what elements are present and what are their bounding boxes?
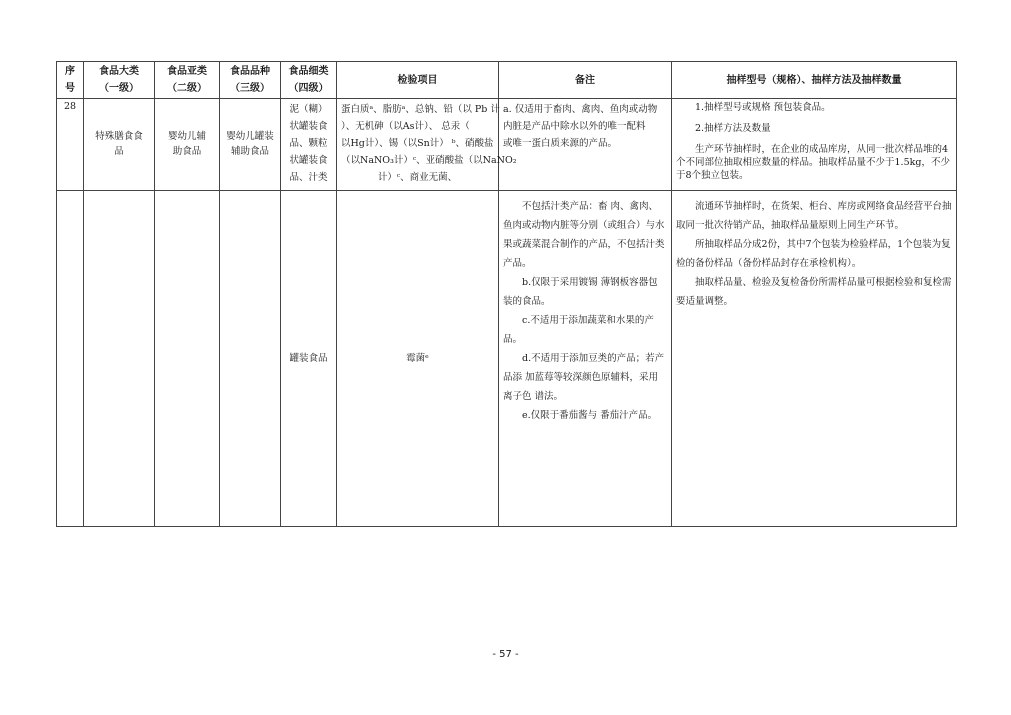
row-inspection-items: 霉菌ᵉ (337, 191, 499, 527)
row-subcategory: 婴幼儿辅 助食品 (155, 99, 220, 191)
header-category: 食品大类 （一级） (84, 62, 155, 99)
row-subvariety: 泥（糊） 状罐装食 品、颗粒 状罐装食 品、汁类 (281, 99, 337, 191)
header-sampling: 抽样型号（规格）、抽样方法及抽样数量 (672, 62, 957, 99)
row-sampling: 1.抽样型号或规格 预包装食品。 2.抽样方法及数量 生产环节抽样时，在企业的成品库房，从同一批次样品堆的4个不同部位抽取相应数量的样品。抽取样品量不少于1.5kg，不少于8个独立包装。 (672, 99, 957, 191)
row-category: 特殊膳食食 品 (84, 99, 155, 191)
row-notes: 不包括汁类产品：畜 肉、禽肉、鱼肉或动物内脏等分别（或组合）与水果或蔬菜混合制作的产品，不包括汁类产品。 b.仅限于采用镀锡 薄钢板容器包装的食品。 c.不适用于添加蔬菜和水果的产品。 d.不适用于添加豆类的产品；若产品添 加蓝莓等较深颜色原辅料，采用离子色 谱法。 e.仅限于番茄酱与 番茄汁产品。 (499, 191, 672, 527)
row-notes: a. 仅适用于畜肉、禽肉、鱼肉或动物 内脏是产品中除水以外的唯一配料 或唯一蛋白质来源的产品。 (499, 99, 672, 191)
row-sampling: 流通环节抽样时，在货架、柜台、库房或网络食品经营平台抽取同一批次待销产品，抽取样品量原则上同生产环节。 所抽取样品分成2份，其中7个包装为检验样品，1个包装为复检的备份样品（备份样品封存在承检机构）。 抽取样品量、检验及复检备份所需样品量可根据检验和复检需要适量调整。 (672, 191, 957, 527)
header-subcategory: 食品亚类 （二级） (155, 62, 220, 99)
row-seq (57, 191, 84, 527)
page-number: - 57 - (492, 649, 519, 660)
header-inspection-items: 检验项目 (337, 62, 499, 99)
table-row (57, 99, 957, 191)
row-variety: 婴幼儿罐装 辅助食品 (220, 99, 281, 191)
header-subvariety: 食品细类 （四级） (281, 62, 337, 99)
header-variety: 食品品种 （三级） (220, 62, 281, 99)
header-row (57, 62, 957, 99)
sampling-spec-table (56, 61, 957, 527)
row-subcategory (155, 191, 220, 527)
row-category (84, 191, 155, 527)
row-variety (220, 191, 281, 527)
row-seq: 28 (57, 99, 84, 191)
table-row (57, 191, 957, 527)
row-inspection-items: 蛋白质ᵃ、脂肪ᵃ、总钠、铅（以 Pb 计 ）、无机砷（以As计）、 总汞（ 以Hg计）、锡（以Sn计） ᵇ、硝酸盐 （以NaNO₃计）ᶜ、亚硝酸盐（以NaNO₂ 计）ᶜ、商业无菌、 (337, 99, 499, 191)
header-notes: 备注 (499, 62, 672, 99)
row-subvariety: 罐装食品 (281, 191, 337, 527)
header-seq: 序 号 (57, 62, 84, 99)
